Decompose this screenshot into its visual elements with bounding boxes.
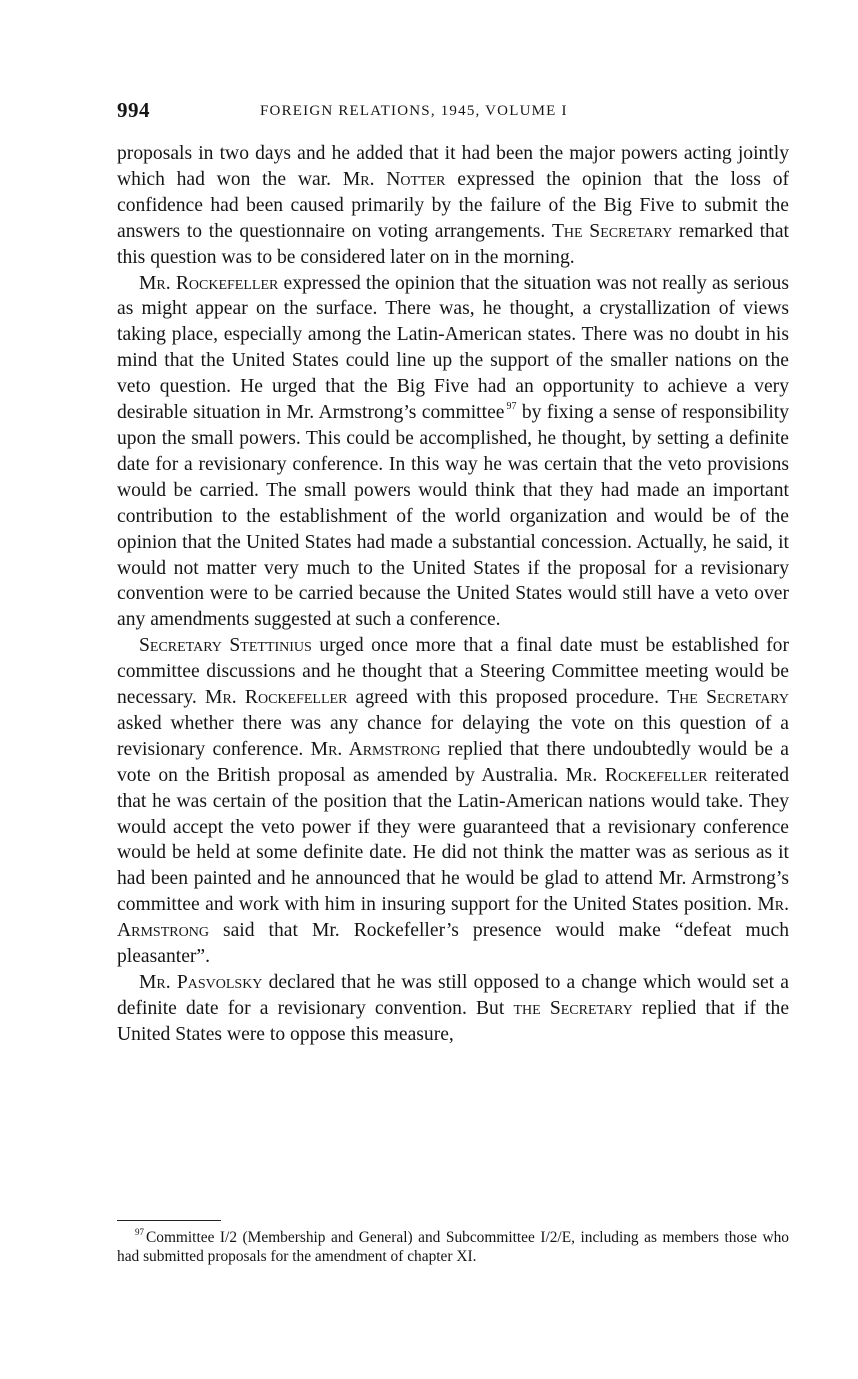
body-text [117, 141, 789, 1048]
speaker-armstrong: Mr. Armstrong [117, 894, 790, 942]
p2-text-2: by fixing a sense of responsibility upon the small powers. This could be accomplished, he thought, by setting a definite date for a revisionary conference. In this way he was certain that the veto provisions would be carried. The small powers would think that they had made an important contribution to the establishment of the world organization and would be of the opinion that the United States had made a substantial concession. Actually, he said, it would not matter very much to the United States if the proposal for a revisionary convention were to be carried because the United States would still have a veto over any amendments suggested at such a conference. [117, 402, 790, 631]
p1-text-3: remarked that this question was to be considered later on in the morning. [117, 220, 789, 268]
p3-text-6: said that Mr. Rockefeller’s presence would make “defeat much pleasanter”. [117, 920, 789, 968]
speaker-pasvolsky: Mr. Pasvolsky [139, 972, 263, 993]
footnote-97 [117, 1229, 789, 1266]
speaker-rockefeller: Mr. Rockefeller [205, 687, 348, 709]
p4-text-2: replied that if the United States were to oppose this measure, [117, 997, 790, 1045]
p3-text-5: reiterated that he was certain of the position that the Latin-American nations would take. They would accept the veto power if they were guaranteed that a revisionary conference would be held at some definite date. He did not think the matter was as serious as it had been painted and he announced that he would be glad to attend Mr. Armstrong’s committee and work with him in insuring support for the United States position. [117, 764, 789, 916]
page-header [117, 98, 789, 128]
paragraph-3 [117, 633, 789, 970]
page-number: 994 [117, 98, 150, 122]
speaker-rockefeller: Mr. Rockefeller [565, 764, 708, 786]
speaker-stettinius: Secretary Stettinius [139, 635, 312, 657]
p3-text-1: urged once more that a final date must be established for committee discussions and he thought that a Steering Committee meeting would be necessary. [117, 635, 790, 709]
p3-text-4: replied that there undoubtedly would be a vote on the British proposal as amended by Australia. [117, 738, 789, 786]
paragraph-2 [117, 271, 789, 634]
p1-text-2: expressed the opinion that the loss of confidence had been caused primarily by the failure of the Big Five to submit the answers to the questionnaire on voting arrangements. [117, 168, 790, 242]
paragraph-1 [117, 141, 789, 271]
p3-text-2: agreed with this proposed procedure. [355, 687, 659, 709]
speaker-armstrong: Mr. Armstrong [310, 738, 441, 760]
p2-text-1: expressed the opinion that the situation was not really as serious as might appear on the surface. There was, he thought, a crystallization of views taking place, especially among the Latin-American states. There was no doubt in his mind that the United States could line up the support of the smaller nations on the veto question. He urged that the Big Five had an opportunity to achieve a very desirable situation in Mr. Armstrong’s committee [117, 272, 789, 424]
footnote-mark: 97 [135, 1227, 144, 1237]
footnote-divider [117, 1220, 221, 1221]
speaker-the-secretary: The Secretary [551, 220, 673, 242]
speaker-the-secretary: The Secretary [667, 687, 789, 709]
footnote-reference: 97 [506, 401, 517, 413]
running-head: FOREIGN RELATIONS, 1945, VOLUME I [260, 103, 568, 119]
p3-text-3: asked whether there was any chance for delaying the vote on this question of a revisionary conference. [117, 712, 789, 760]
speaker-the-secretary: the Secretary [513, 997, 633, 1019]
p4-text-1: declared that he was still opposed to a change which would set a definite date for a revisionary convention. But [117, 972, 789, 1019]
footnotes [117, 1229, 789, 1266]
p1-text-1: proposals in two days and he added that it had been the major powers acting jointly which had won the war. [117, 143, 789, 190]
speaker-notter: Mr. Notter [342, 168, 446, 190]
footnote-text: Committee I/2 (Membership and General) and Subcommittee I/2/E, including as members those who had submitted proposals for the amendment of chapter XI. [117, 1229, 789, 1265]
speaker-rockefeller: Mr. Rockefeller [139, 272, 279, 294]
paragraph-4 [117, 970, 789, 1048]
